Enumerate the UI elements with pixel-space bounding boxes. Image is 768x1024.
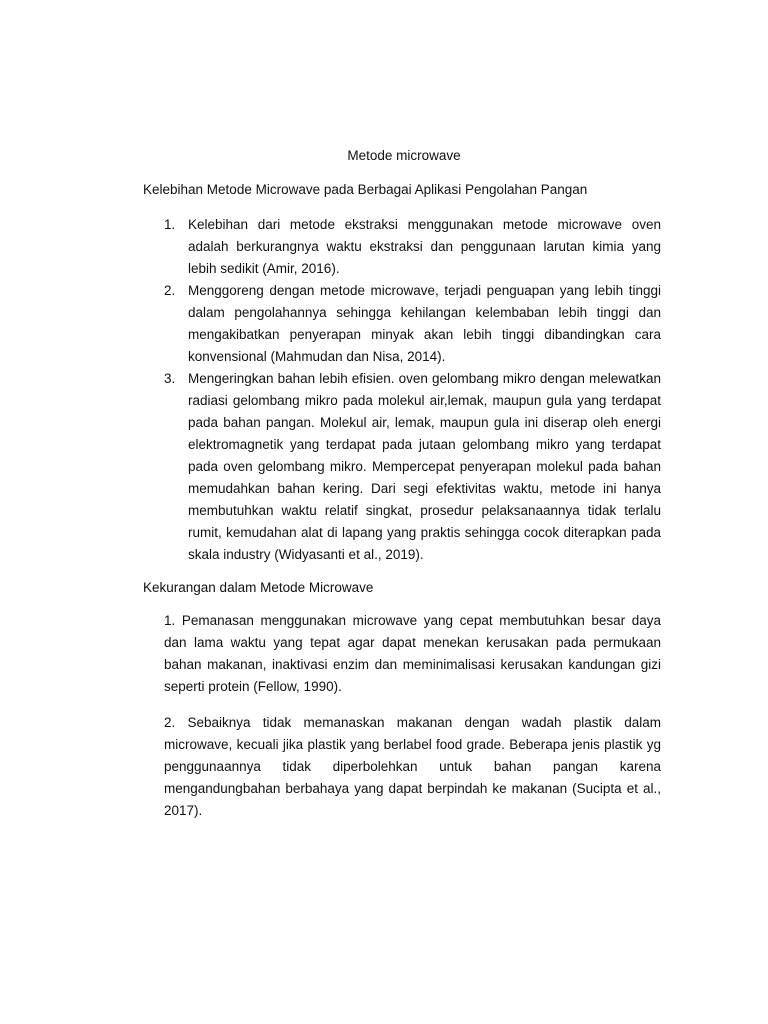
list-item-text: Menggoreng dengan metode microwave, terjadi penguapan yang lebih tinggi dalam pengolahannya sehingga kehilangan kelembaban lebih tinggi dan mengakibatkan penyerapan minyak akan lebih tinggi dibandingkan cara konvensional (Mahmudan dan Nisa, 2014).	[188, 283, 661, 364]
section-heading-advantages: Kelebihan Metode Microwave pada Berbagai Aplikasi Pengolahan Pangan	[143, 182, 588, 197]
list-item-text: Kelebihan dari metode ekstraksi menggunakan metode microwave oven adalah berkurangnya waktu ekstraksi dan penggunaan larutan kimia yang lebih sedikit (Amir, 2016).	[188, 217, 661, 276]
disadvantage-paragraph-2: 2. Sebaiknya tidak memanaskan makanan dengan wadah plastik dalam microwave, kecuali jika plastik yang berlabel food grade. Beberapa jenis plastik yg penggunaannya tidak diperbolehkan untuk bahan pangan karena mengandungbahan berbahaya yang dapat berpindah ke makanan (Sucipta et al., 2017).	[164, 715, 661, 818]
disadvantage-paragraph-1: 1. Pemanasan menggunakan microwave yang cepat membutuhkan besar daya dan lama waktu yang tepat agar dapat menekan kerusakan pada permukaan bahan makanan, inaktivasi enzim dan meminimalisasi kerusakan kandungan gizi seperti protein (Fellow, 1990).	[164, 613, 661, 694]
section-heading-disadvantages: Kekurangan dalam Metode Microwave	[143, 580, 374, 595]
list-item	[164, 280, 661, 368]
document-title: Metode microwave	[347, 148, 461, 163]
list-item	[164, 214, 661, 280]
list-item	[164, 368, 661, 566]
list-item-number: 2.	[164, 283, 176, 298]
list-item-text: Mengeringkan bahan lebih efisien. oven gelombang mikro dengan melewatkan radiasi gelombang mikro pada molekul air,lemak, maupun gula yang terdapat pada bahan pangan. Molekul air, lemak, maupun gula ini diserap oleh energi elektromagnetik yang terdapat pada jutaan gelombang mikro yang terdapat pada oven gelombang mikro. Mempercepat penyerapan molekul pada bahan memudahkan bahan kering. Dari segi efektivitas waktu, metode ini hanya membutuhkan waktu relatif singkat, prosedur pelaksanaannya tidak terlalu rumit, kemudahan alat di lapang yang praktis sehingga cocok diterapkan pada skala industry (Widyasanti et al., 2019).	[188, 371, 661, 562]
list-item-number: 1.	[164, 217, 176, 232]
advantages-list	[164, 214, 661, 566]
list-item-number: 3.	[164, 371, 176, 386]
